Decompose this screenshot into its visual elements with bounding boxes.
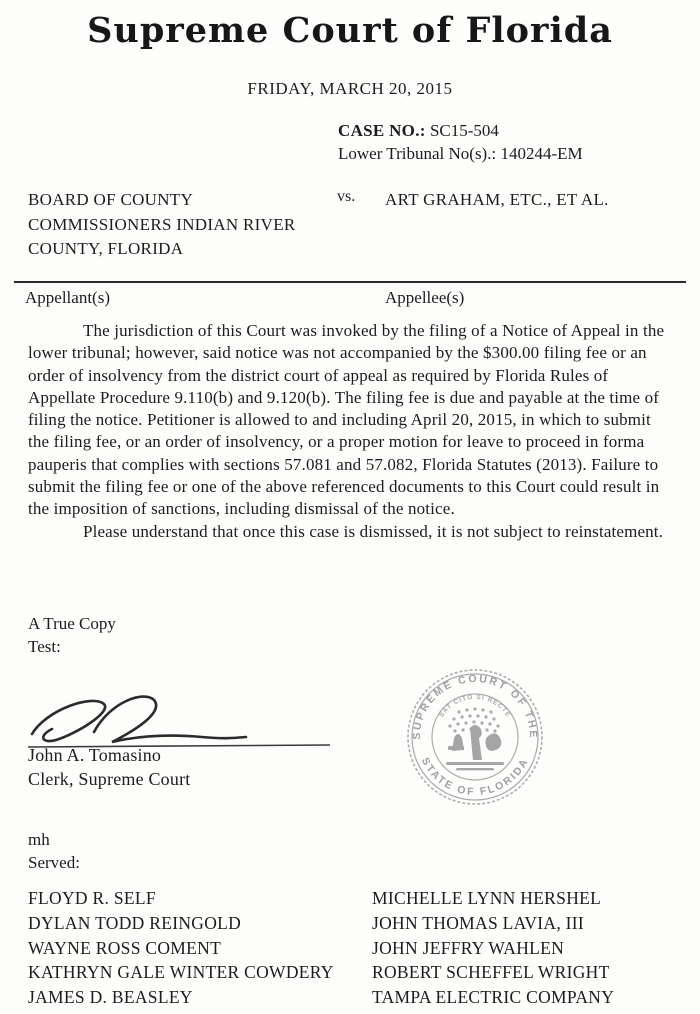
body-paragraph-1: The jurisdiction of this Court was invoked by the filing of a Notice of Appeal in the lower tribunal; however, said notice was not accompanied by the $300.00 filing fee or an order of insolvency from the district court of appeal as required by Florida Rules of Appellate Procedure 9.110(b) and 9.120(b). The filing fee is due and payable at the time of filing the notice. Petitioner is allowed to and including April 20, 2015, in which to submit the filing fee, or an order of insolvency, or a proper motion for leave to proceed in forma pauperis that complies with sections 57.081 and 57.082, Florida Statutes (2013). Failure to submit the filing fee or one of the above referenced documents to this Court could result in the imposition of sanctions, including dismissal of the notice. [28,321,665,519]
appellee-name: ART GRAHAM, ETC., ET AL. [385,190,609,209]
attestation-block [28,612,116,658]
true-copy-line: A True Copy [28,614,116,633]
versus-label: vs. [337,188,356,205]
served-name: JOHN THOMAS LAVIA, III [372,912,585,933]
case-info-block [338,119,583,165]
served-name: ROBERT SCHEFFEL WRIGHT [372,962,610,983]
supreme-court-seal [404,666,546,808]
clerk-title: Clerk, Supreme Court [28,768,191,789]
appellee-label: Appellee(s) [385,288,465,307]
served-name: JAMES D. BEASLEY [28,987,193,1008]
page-title: Supreme Court of Florida [87,10,613,51]
served-list-left [28,886,334,1010]
svg-text:SAT CITO SI RECTE [438,694,512,719]
appellant-name: BOARD OF COUNTY COMMISSIONERS INDIAN RIVER COUNTY, FLORIDA [28,190,296,258]
served-name: FLOYD R. SELF [28,888,156,908]
served-name: KATHRYN GALE WINTER COWDERY [28,962,334,983]
order-body [28,320,676,543]
served-name: TAMPA ELECTRIC COMPANY [372,987,615,1008]
case-number-value: SC15-504 [429,121,499,140]
served-label: Served: [28,853,80,872]
served-list-right [372,886,614,1010]
served-name: WAYNE ROSS COMENT [28,937,222,958]
seal-top-arc-text: SUPREME COURT OF THE [410,672,540,740]
test-line: Test: [28,637,61,656]
clerk-identity [28,744,190,791]
served-name: JOHN JEFFRY WAHLEN [372,937,565,958]
seal-inner-arc-text: SAT CITO SI RECTE [438,693,512,719]
clerk-name: John A. Tomasino [28,745,162,765]
served-name: MICHELLE LYNN HERSHEL [372,888,602,908]
clerk-initials: mh [28,830,50,849]
case-number-line [338,119,583,142]
appellant-label: Appellant(s) [25,288,110,307]
served-name: DYLAN TODD REINGOLD [28,912,242,933]
lower-tribunal-line: Lower Tribunal No(s).: 140244-EM [338,144,583,163]
seal-bottom-arc-text: STATE OF FLORIDA [418,755,532,799]
footer-initials-block [28,828,80,874]
body-paragraph-2: Please understand that once this case is dismissed, it is not subject to reinstatement. [83,521,664,541]
party-divider-rule [14,281,686,283]
case-number-label: CASE NO.: [338,121,426,140]
document-date: FRIDAY, MARCH 20, 2015 [247,79,453,98]
